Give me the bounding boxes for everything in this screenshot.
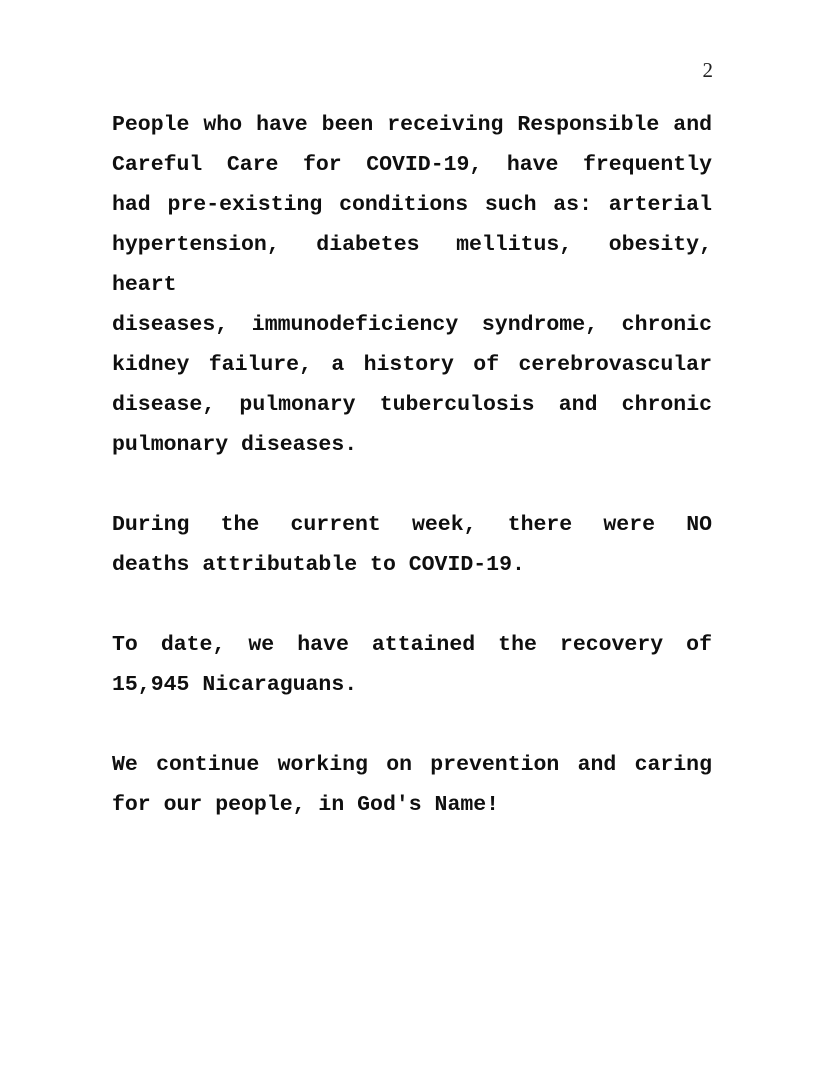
text-line: deaths attributable to COVID-19. <box>112 553 525 577</box>
text-line: for our people, in God's Name! <box>112 793 500 817</box>
text-line: kidney failure, a history of cerebrovascular <box>112 353 712 377</box>
text-line: People who have been receiving Responsible and <box>112 113 712 137</box>
text-line: To date, we have attained the recovery of <box>112 633 712 657</box>
paragraph-no-deaths <box>112 505 712 585</box>
text-line: disease, pulmonary tuberculosis and chronic <box>112 393 712 417</box>
document-body <box>112 105 712 825</box>
text-line: diseases, immunodeficiency syndrome, chronic <box>112 313 712 337</box>
text-line: We continue working on prevention and caring <box>112 753 712 777</box>
text-line: hypertension, diabetes mellitus, obesity, heart <box>112 233 712 297</box>
text-line: Careful Care for COVID-19, have frequently <box>112 153 712 177</box>
paragraph-closing <box>112 745 712 825</box>
text-line: 15,945 Nicaraguans. <box>112 673 358 697</box>
text-line: had pre-existing conditions such as: arterial <box>112 193 712 217</box>
text-line: During the current week, there were NO <box>112 513 712 537</box>
text-line: pulmonary diseases. <box>112 433 358 457</box>
paragraph-pre-existing-conditions <box>112 105 712 465</box>
paragraph-recoveries <box>112 625 712 705</box>
page-number: 2 <box>702 58 713 82</box>
